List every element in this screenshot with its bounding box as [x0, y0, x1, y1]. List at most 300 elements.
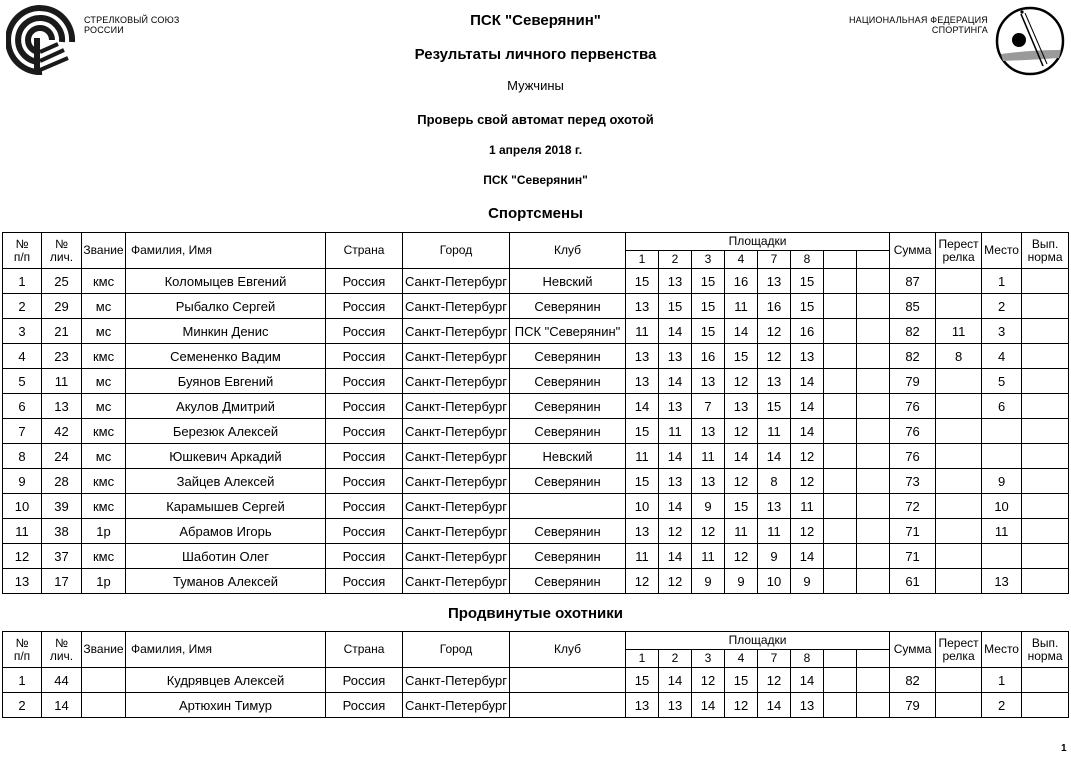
cell-score — [857, 519, 890, 544]
cell-number: 10 — [3, 494, 42, 519]
cell-city: Санкт-Петербург — [403, 344, 510, 369]
cell-name: Коломыцев Евгений — [126, 269, 326, 294]
cell-score: 14 — [725, 444, 758, 469]
col-header-place: Место — [982, 233, 1022, 269]
cell-city: Санкт-Петербург — [403, 544, 510, 569]
cell-country: Россия — [326, 519, 403, 544]
cell-score: 12 — [791, 519, 824, 544]
cell-score: 12 — [791, 444, 824, 469]
cell-score: 14 — [791, 419, 824, 444]
cell-score: 13 — [692, 369, 725, 394]
cell-total: 85 — [890, 294, 936, 319]
cell-country: Россия — [326, 494, 403, 519]
cell-score — [857, 294, 890, 319]
cell-score: 9 — [791, 569, 824, 594]
cell-place: 13 — [982, 569, 1022, 594]
cell-score: 13 — [659, 269, 692, 294]
results-table-hunters — [2, 631, 1069, 718]
col-header-club: Клуб — [510, 632, 626, 668]
col-header-rank: Звание — [82, 632, 126, 668]
cell-score — [857, 569, 890, 594]
cell-number: 8 — [3, 444, 42, 469]
cell-name: Кудрявцев Алексей — [126, 668, 326, 693]
cell-score: 12 — [626, 569, 659, 594]
cell-score: 9 — [758, 544, 791, 569]
document-title: Результаты личного первенства — [414, 46, 657, 63]
cell-score: 11 — [626, 444, 659, 469]
cell-norm — [1022, 693, 1069, 718]
cell-total: 87 — [890, 269, 936, 294]
cell-score — [824, 344, 857, 369]
cell-country: Россия — [326, 668, 403, 693]
table-row — [3, 494, 1069, 519]
cell-license: 17 — [42, 569, 82, 594]
cell-city: Санкт-Петербург — [403, 494, 510, 519]
cell-country: Россия — [326, 269, 403, 294]
cell-score: 14 — [791, 544, 824, 569]
cell-place: 1 — [982, 668, 1022, 693]
col-header-club: Клуб — [510, 233, 626, 269]
cell-shootoff — [936, 444, 982, 469]
cell-place: 1 — [982, 269, 1022, 294]
cell-total: 82 — [890, 668, 936, 693]
cell-shootoff — [936, 519, 982, 544]
station-number-header — [857, 251, 890, 269]
cell-club — [510, 693, 626, 718]
cell-license: 13 — [42, 394, 82, 419]
cell-rank: кмс — [82, 469, 126, 494]
cell-name: Зайцев Алексей — [126, 469, 326, 494]
cell-name: Артюхин Тимур — [126, 693, 326, 718]
cell-license: 42 — [42, 419, 82, 444]
col-header-license: № лич. — [42, 632, 82, 668]
cell-place: 9 — [982, 469, 1022, 494]
cell-score: 14 — [725, 319, 758, 344]
cell-license: 14 — [42, 693, 82, 718]
cell-name: Туманов Алексей — [126, 569, 326, 594]
cell-name: Шаботин Олег — [126, 544, 326, 569]
cell-rank: кмс — [82, 544, 126, 569]
cell-score: 13 — [626, 369, 659, 394]
cell-score: 15 — [692, 294, 725, 319]
cell-number: 1 — [3, 668, 42, 693]
cell-score: 12 — [725, 544, 758, 569]
table-row — [3, 569, 1069, 594]
cell-score: 12 — [692, 519, 725, 544]
cell-place: 10 — [982, 494, 1022, 519]
cell-score: 13 — [626, 294, 659, 319]
cell-score — [857, 494, 890, 519]
cell-place — [982, 444, 1022, 469]
cell-total: 82 — [890, 319, 936, 344]
cell-shootoff — [936, 569, 982, 594]
cell-shootoff — [936, 394, 982, 419]
cell-place: 3 — [982, 319, 1022, 344]
cell-club: Северянин — [510, 544, 626, 569]
table-row — [3, 294, 1069, 319]
cell-score: 13 — [659, 693, 692, 718]
cell-number: 5 — [3, 369, 42, 394]
station-number-header — [824, 251, 857, 269]
cell-place: 11 — [982, 519, 1022, 544]
cell-score: 15 — [692, 269, 725, 294]
cell-name: Семененко Вадим — [126, 344, 326, 369]
cell-score: 15 — [692, 319, 725, 344]
cell-place — [982, 419, 1022, 444]
cell-score: 9 — [692, 494, 725, 519]
cell-score: 12 — [758, 344, 791, 369]
cell-club: Невский — [510, 269, 626, 294]
cell-club: Северянин — [510, 394, 626, 419]
cell-score: 15 — [791, 294, 824, 319]
cell-name: Рыбалко Сергей — [126, 294, 326, 319]
cell-license: 21 — [42, 319, 82, 344]
cell-score: 8 — [758, 469, 791, 494]
cell-club: Северянин — [510, 294, 626, 319]
cell-place: 6 — [982, 394, 1022, 419]
col-header-city: Город — [403, 632, 510, 668]
cell-city: Санкт-Петербург — [403, 444, 510, 469]
table-row — [3, 419, 1069, 444]
cell-score: 13 — [659, 394, 692, 419]
table-row — [3, 394, 1069, 419]
cell-norm — [1022, 369, 1069, 394]
cell-score: 13 — [659, 469, 692, 494]
cell-club: ПСК "Северянин" — [510, 319, 626, 344]
cell-score: 13 — [659, 344, 692, 369]
cell-score: 15 — [626, 269, 659, 294]
cell-score — [857, 319, 890, 344]
station-number-header: 2 — [659, 650, 692, 668]
cell-score: 11 — [758, 419, 791, 444]
table-row — [3, 544, 1069, 569]
cell-country: Россия — [326, 444, 403, 469]
cell-score — [857, 444, 890, 469]
col-header-shootoff: Перест релка — [936, 632, 982, 668]
cell-score: 11 — [692, 444, 725, 469]
cell-total: 76 — [890, 394, 936, 419]
cell-club: Северянин — [510, 369, 626, 394]
table-row — [3, 369, 1069, 394]
cell-number: 1 — [3, 269, 42, 294]
cell-rank — [82, 693, 126, 718]
cell-score: 15 — [758, 394, 791, 419]
cell-score — [857, 419, 890, 444]
cell-norm — [1022, 394, 1069, 419]
col-header-total: Сумма — [890, 233, 936, 269]
cell-country: Россия — [326, 569, 403, 594]
cell-score: 11 — [626, 319, 659, 344]
col-header-number: № п/п — [3, 233, 42, 269]
cell-norm — [1022, 668, 1069, 693]
cell-score: 12 — [791, 469, 824, 494]
cell-score: 12 — [659, 569, 692, 594]
cell-score: 12 — [692, 668, 725, 693]
cell-score: 13 — [626, 693, 659, 718]
cell-score: 16 — [791, 319, 824, 344]
cell-score: 13 — [758, 494, 791, 519]
col-header-city: Город — [403, 233, 510, 269]
cell-score — [824, 319, 857, 344]
cell-norm — [1022, 419, 1069, 444]
station-number-header: 1 — [626, 650, 659, 668]
cell-place — [982, 544, 1022, 569]
cell-number: 2 — [3, 693, 42, 718]
cell-score: 15 — [725, 344, 758, 369]
cell-city: Санкт-Петербург — [403, 319, 510, 344]
cell-score: 14 — [659, 444, 692, 469]
cell-score: 11 — [626, 544, 659, 569]
cell-city: Санкт-Петербург — [403, 369, 510, 394]
cell-score: 10 — [626, 494, 659, 519]
cell-score: 13 — [626, 519, 659, 544]
cell-norm — [1022, 544, 1069, 569]
col-header-country: Страна — [326, 632, 403, 668]
cell-place: 2 — [982, 294, 1022, 319]
cell-score: 12 — [725, 693, 758, 718]
table-row — [3, 444, 1069, 469]
cell-name: Карамышев Сергей — [126, 494, 326, 519]
cell-score — [824, 519, 857, 544]
cell-score: 15 — [725, 668, 758, 693]
cell-score: 16 — [725, 269, 758, 294]
gender-category: Мужчины — [507, 78, 564, 93]
cell-score: 12 — [725, 469, 758, 494]
cell-score: 14 — [659, 668, 692, 693]
cell-club: Северянин — [510, 569, 626, 594]
cell-score: 14 — [692, 693, 725, 718]
cell-score: 13 — [791, 344, 824, 369]
station-number-header — [857, 650, 890, 668]
cell-city: Санкт-Петербург — [403, 569, 510, 594]
cell-club: Северянин — [510, 519, 626, 544]
cell-score: 14 — [758, 693, 791, 718]
cell-score: 15 — [791, 269, 824, 294]
cell-number: 3 — [3, 319, 42, 344]
cell-score: 14 — [659, 319, 692, 344]
cell-score: 15 — [659, 294, 692, 319]
cell-score — [824, 419, 857, 444]
cell-city: Санкт-Петербург — [403, 294, 510, 319]
cell-name: Абрамов Игорь — [126, 519, 326, 544]
col-header-name: Фамилия, Имя — [126, 233, 326, 269]
cell-score — [857, 344, 890, 369]
cell-score: 14 — [659, 544, 692, 569]
cell-score: 11 — [725, 519, 758, 544]
event-name: Проверь свой автомат перед охотой — [417, 112, 654, 127]
event-venue: ПСК "Северянин" — [483, 173, 588, 187]
cell-rank: мс — [82, 444, 126, 469]
cell-score — [857, 394, 890, 419]
cell-country: Россия — [326, 344, 403, 369]
cell-total: 73 — [890, 469, 936, 494]
cell-score — [857, 544, 890, 569]
col-header-country: Страна — [326, 233, 403, 269]
cell-rank: мс — [82, 294, 126, 319]
cell-shootoff — [936, 469, 982, 494]
cell-place: 2 — [982, 693, 1022, 718]
cell-score — [857, 469, 890, 494]
cell-total: 61 — [890, 569, 936, 594]
cell-score: 14 — [659, 494, 692, 519]
col-header-total: Сумма — [890, 632, 936, 668]
cell-score: 12 — [758, 319, 791, 344]
cell-score: 13 — [692, 469, 725, 494]
cell-country: Россия — [326, 544, 403, 569]
cell-score: 9 — [692, 569, 725, 594]
station-number-header: 4 — [725, 650, 758, 668]
cell-score — [824, 693, 857, 718]
cell-rank: 1р — [82, 519, 126, 544]
cell-rank — [82, 668, 126, 693]
cell-score: 14 — [626, 394, 659, 419]
cell-score — [824, 544, 857, 569]
cell-rank: мс — [82, 319, 126, 344]
cell-score: 14 — [791, 394, 824, 419]
cell-score — [824, 569, 857, 594]
station-number-header: 7 — [758, 251, 791, 269]
cell-norm — [1022, 294, 1069, 319]
cell-rank: мс — [82, 394, 126, 419]
cell-shootoff — [936, 668, 982, 693]
cell-score — [824, 494, 857, 519]
cell-shootoff — [936, 693, 982, 718]
col-header-place: Место — [982, 632, 1022, 668]
table-row — [3, 519, 1069, 544]
cell-city: Санкт-Петербург — [403, 469, 510, 494]
station-number-header: 2 — [659, 251, 692, 269]
cell-total: 71 — [890, 519, 936, 544]
left-org-line1: СТРЕЛКОВЫЙ СОЮЗ — [84, 15, 180, 25]
cell-score — [824, 294, 857, 319]
cell-place: 5 — [982, 369, 1022, 394]
cell-name: Юшкевич Аркадий — [126, 444, 326, 469]
cell-score: 16 — [692, 344, 725, 369]
cell-score: 15 — [725, 494, 758, 519]
col-header-stations: Площадки — [626, 233, 890, 251]
cell-score: 13 — [692, 419, 725, 444]
cell-score: 12 — [758, 668, 791, 693]
cell-club — [510, 494, 626, 519]
station-number-header: 7 — [758, 650, 791, 668]
cell-shootoff: 8 — [936, 344, 982, 369]
cell-score — [857, 269, 890, 294]
table-row — [3, 668, 1069, 693]
cell-score: 12 — [725, 369, 758, 394]
cell-rank: кмс — [82, 419, 126, 444]
cell-number: 7 — [3, 419, 42, 444]
col-header-norm: Вып. норма — [1022, 233, 1069, 269]
section-title-hunters: Продвинутые охотники — [447, 605, 624, 622]
cell-country: Россия — [326, 319, 403, 344]
cell-name: Березюк Алексей — [126, 419, 326, 444]
cell-norm — [1022, 519, 1069, 544]
left-org-line2: РОССИИ — [84, 25, 124, 35]
cell-license: 25 — [42, 269, 82, 294]
cell-license: 23 — [42, 344, 82, 369]
cell-score: 13 — [626, 344, 659, 369]
cell-license: 37 — [42, 544, 82, 569]
cell-rank: кмс — [82, 494, 126, 519]
cell-score: 11 — [791, 494, 824, 519]
cell-shootoff — [936, 544, 982, 569]
cell-number: 13 — [3, 569, 42, 594]
cell-norm — [1022, 344, 1069, 369]
col-header-rank: Звание — [82, 233, 126, 269]
cell-club: Невский — [510, 444, 626, 469]
cell-score: 13 — [758, 269, 791, 294]
station-number-header — [824, 650, 857, 668]
cell-club — [510, 668, 626, 693]
cell-rank: мс — [82, 369, 126, 394]
cell-city: Санкт-Петербург — [403, 419, 510, 444]
col-header-number: № п/п — [3, 632, 42, 668]
cell-total: 79 — [890, 369, 936, 394]
cell-norm — [1022, 319, 1069, 344]
cell-total: 71 — [890, 544, 936, 569]
col-header-name: Фамилия, Имя — [126, 632, 326, 668]
station-number-header: 3 — [692, 650, 725, 668]
cell-license: 24 — [42, 444, 82, 469]
cell-score: 13 — [758, 369, 791, 394]
cell-score — [857, 369, 890, 394]
cell-score: 11 — [692, 544, 725, 569]
page-number: 1 — [1061, 743, 1067, 754]
table-row — [3, 344, 1069, 369]
cell-score — [824, 394, 857, 419]
station-number-header: 1 — [626, 251, 659, 269]
cell-number: 11 — [3, 519, 42, 544]
cell-number: 4 — [3, 344, 42, 369]
organizer-title: ПСК "Северянин" — [470, 12, 601, 29]
cell-total: 76 — [890, 444, 936, 469]
cell-total: 76 — [890, 419, 936, 444]
cell-number: 12 — [3, 544, 42, 569]
cell-score — [824, 469, 857, 494]
cell-score: 12 — [725, 419, 758, 444]
results-table-athletes — [2, 232, 1069, 594]
cell-score — [824, 369, 857, 394]
col-header-license: № лич. — [42, 233, 82, 269]
cell-license: 44 — [42, 668, 82, 693]
cell-score — [857, 668, 890, 693]
station-number-header: 8 — [791, 251, 824, 269]
cell-score: 13 — [725, 394, 758, 419]
col-header-shootoff: Перест релка — [936, 233, 982, 269]
cell-score: 15 — [626, 419, 659, 444]
station-number-header: 3 — [692, 251, 725, 269]
cell-city: Санкт-Петербург — [403, 668, 510, 693]
cell-country: Россия — [326, 419, 403, 444]
cell-norm — [1022, 444, 1069, 469]
cell-name: Акулов Дмитрий — [126, 394, 326, 419]
section-title-athletes: Спортсмены — [488, 205, 583, 222]
cell-score: 11 — [758, 519, 791, 544]
cell-score: 12 — [659, 519, 692, 544]
event-date: 1 апреля 2018 г. — [488, 143, 583, 157]
cell-score: 14 — [659, 369, 692, 394]
cell-score: 14 — [791, 668, 824, 693]
cell-score: 11 — [725, 294, 758, 319]
cell-score — [824, 668, 857, 693]
cell-number: 2 — [3, 294, 42, 319]
cell-norm — [1022, 494, 1069, 519]
cell-number: 6 — [3, 394, 42, 419]
table-row — [3, 469, 1069, 494]
cell-shootoff — [936, 369, 982, 394]
cell-score: 15 — [626, 668, 659, 693]
cell-score: 14 — [758, 444, 791, 469]
